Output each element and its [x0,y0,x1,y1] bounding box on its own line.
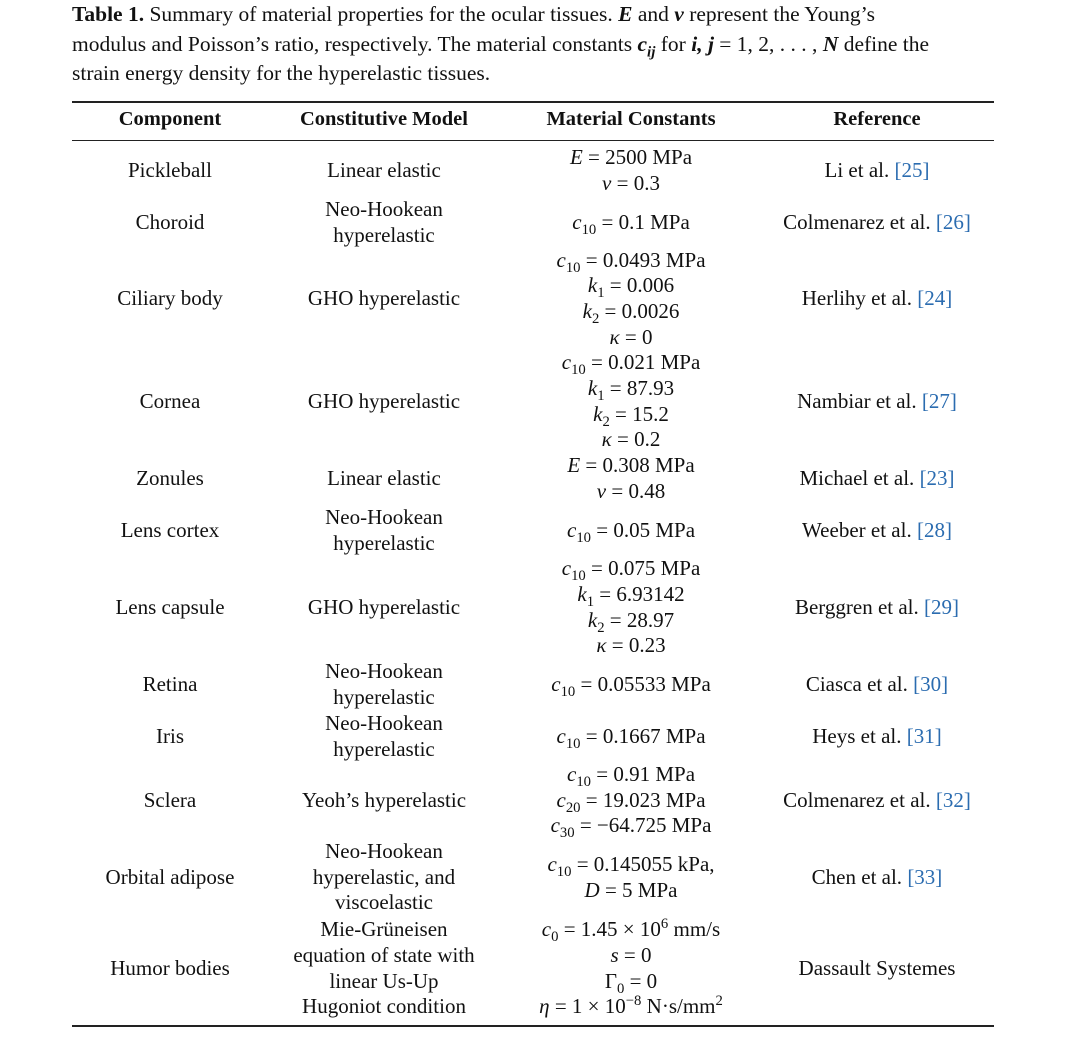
caption-line-3: strain energy density for the hyperelastic tissues. [72,61,491,85]
reference-author: Michael et al. [799,466,920,491]
reference-citation-link[interactable]: [30] [913,672,949,697]
cell-constitutive-model [270,762,498,839]
reference-author: Chen et al. [811,864,908,889]
cell-component [72,350,268,453]
cell-constitutive-model-line: Neo-Hookean [325,659,443,684]
reference-citation-link[interactable]: [28] [916,517,952,542]
reference-citation-link[interactable]: [26] [935,209,971,234]
cell-constitutive-model [270,839,498,916]
cell-component [72,659,268,711]
reference-citation-link[interactable]: [25] [894,158,930,183]
caption-line-1: Table 1. Summary of material properties for the ocular tissues. E and v represent the Young’s [72,2,875,26]
cell-constitutive-model-line: hyperelastic [333,222,435,247]
cell-material-constants [500,453,762,505]
header-material-constants: Material Constants [546,108,716,130]
cell-material-constants-line: κ = 0.23 [596,633,666,658]
reference-citation-link[interactable]: [24] [917,286,953,311]
cell-constitutive-model-line: Yeoh’s hyperelastic [301,787,467,812]
cell-reference [760,659,994,711]
cell-constitutive-model-line: GHO hyperelastic [307,594,461,619]
cell-constitutive-model-line: Neo-Hookean [325,504,443,529]
cell-material-constants-line: $c_{10} = 0.05533$ MPa [551,672,711,701]
cell-constitutive-model [270,145,498,197]
cell-material-constants [500,761,762,842]
reference-citation-link[interactable]: [32] [935,787,971,812]
cell-constitutive-model [270,659,498,711]
cell-material-constants-line: E = 0.308 MPa [567,453,695,478]
cell-component [72,248,268,350]
cell-constitutive-model-line: Neo-Hookean [325,196,443,221]
cell-material-constants-line: $c_{10} = 0.145055$ kPa, [547,851,715,880]
cell-material-constants-line: E = 2500 MPa [569,145,693,170]
cell-constitutive-model-line: viscoelastic [335,890,433,915]
cell-constitutive-model-line: hyperelastic, and [312,864,456,889]
cell-constitutive-model [270,197,498,248]
reference-author: Heys et al. [812,723,907,748]
table-top-rule [72,101,994,103]
cell-reference [760,145,994,197]
table-label: Table 1. [72,2,145,26]
reference-author: Colmenarez et al. [783,787,936,812]
cell-component-line: Pickleball [128,158,212,183]
cell-constitutive-model-line: GHO hyperelastic [307,286,461,311]
cell-material-constants-line: $k_1 = 6.93142$ [577,581,685,610]
cell-material-constants-line: $c_{20} = 19.023$ MPa [556,787,706,816]
cell-component [72,916,268,1021]
header-constitutive-model: Constitutive Model [300,108,468,130]
cell-component-line: Zonules [136,466,204,491]
cell-reference [760,453,994,505]
cell-reference [760,916,994,1021]
cell-material-constants-line: $k_2 = 28.97$ [587,607,675,636]
reference-citation-link[interactable]: [23] [919,466,955,491]
cell-component [72,145,268,197]
cell-constitutive-model-line: hyperelastic [333,736,435,761]
cell-component-line: Orbital adipose [105,864,235,889]
cell-material-constants-line: $c_{10} = 0.021$ MPa [561,350,701,379]
cell-reference [760,839,994,916]
cell-material-constants-line: $\Gamma_0 = 0$ [604,968,658,997]
cell-reference [760,350,994,453]
cell-constitutive-model [270,505,498,556]
cell-constitutive-model [270,453,498,505]
cell-component-line: Ciliary body [117,286,223,311]
cell-material-constants [500,916,762,1021]
cell-constitutive-model-line: Linear elastic [327,158,441,183]
cell-material-constants-line: $c_{10} = 0.1667$ MPa [556,723,706,752]
cell-material-constants-line: κ = 0 [609,324,653,349]
reference-citation-link[interactable]: [29] [924,594,960,619]
cell-reference [760,505,994,556]
cell-component-line: Choroid [135,209,205,234]
cell-component-line: Sclera [143,787,197,812]
cell-material-constants [500,145,762,197]
reference-citation-link[interactable]: [27] [921,388,957,413]
cell-material-constants-line: $c_{10} = 0.91$ MPa [566,761,696,791]
cell-reference [760,762,994,839]
cell-constitutive-model-line: hyperelastic [333,530,435,555]
cell-constitutive-model-line: Linear elastic [327,466,441,491]
cell-material-constants-line: $c_{10} = 0.1$ MPa [572,209,690,238]
reference-author: Herlihy et al. [801,286,918,311]
cell-component [72,762,268,839]
table-header-rule [72,140,994,141]
cell-component [72,711,268,762]
reference-citation-link[interactable]: [31] [906,723,942,748]
cell-material-constants-line: ν = 0.48 [596,479,666,503]
reference-author: Colmenarez et al. [783,209,936,234]
reference-author: Dassault Systemes [798,955,956,980]
reference-author: Li et al. [824,158,895,183]
cell-component [72,839,268,916]
cell-component-line: Lens cortex [120,517,220,542]
cell-material-constants-line: $k_2 = 0.0026$ [582,299,680,328]
cell-constitutive-model-line: Hugoniot condition [302,994,466,1019]
cell-material-constants-line: $k_1 = 0.006$ [587,273,675,302]
cell-constitutive-model-line: hyperelastic [333,685,435,709]
cell-material-constants [500,659,762,711]
reference-author: Nambiar et al. [797,388,922,413]
cell-component-line: Cornea [139,388,201,413]
cell-constitutive-model [270,350,498,453]
reference-author: Berggren et al. [794,594,925,619]
cell-material-constants-line: $c_{10} = 0.05$ MPa [566,517,696,546]
cell-constitutive-model-line: Neo-Hookean [325,710,443,735]
header-reference: Reference [833,108,921,130]
cell-constitutive-model-line: Mie-Grüneisen [320,917,448,942]
cell-constitutive-model-line: Neo-Hookean [325,838,443,863]
cell-constitutive-model-line: GHO hyperelastic [307,388,461,413]
cell-constitutive-model-line: equation of state with [293,942,475,967]
cell-constitutive-model [270,556,498,659]
cell-material-constants [500,350,762,453]
reference-author: Ciasca et al. [805,672,914,697]
cell-component-line: Lens capsule [115,594,225,619]
cell-reference [760,248,994,350]
cell-material-constants [500,556,762,659]
cell-material-constants [500,197,762,248]
cell-material-constants [500,839,762,916]
cell-reference [760,711,994,762]
cell-component [72,197,268,248]
cell-component [72,505,268,556]
cell-material-constants [500,711,762,762]
cell-material-constants [500,505,762,556]
cell-material-constants-line: ν = 0.3 [602,171,660,195]
cell-material-constants-line: $\eta = 1 \times 10^{-8}$ $N\cdot s/mm^2$ [539,993,723,1019]
reference-citation-link[interactable]: [33] [907,864,943,889]
cell-component-line: Iris [156,723,184,748]
cell-constitutive-model [270,711,498,762]
cell-material-constants-line: κ = 0.2 [601,427,661,452]
cell-material-constants-line: s = 0 [610,942,652,967]
cell-material-constants-line: $c_{30} = -64.725$ MPa [550,813,712,842]
cell-reference [760,197,994,248]
cell-material-constants-line: $c_{10} = 0.075$ MPa [561,556,701,585]
cell-material-constants [500,248,762,350]
cell-material-constants-line: $k_1 = 87.93$ [587,375,675,404]
cell-component [72,453,268,505]
cell-component-line: Humor bodies [110,955,230,980]
cell-material-constants-line: $c_0 = 1.45 \times 10^6$ mm/s [541,916,721,946]
cell-material-constants-line: $c_{10} = 0.0493$ MPa [556,247,706,276]
cell-constitutive-model [270,916,498,1021]
table-caption [72,0,1012,89]
cell-constitutive-model-line: linear Us-Up [329,968,439,993]
cell-constitutive-model [270,248,498,350]
reference-author: Weeber et al. [802,517,917,542]
cell-material-constants-line: D = 5 MPa [584,877,678,902]
cell-component-line: Retina [142,672,198,697]
cell-reference [760,556,994,659]
table-bottom-rule [72,1025,994,1027]
cell-component [72,556,268,659]
cell-material-constants-line: $k_2 = 15.2$ [593,401,669,430]
header-component: Component [118,108,222,130]
caption-line-2: modulus and Poisson’s ratio, respectively. The material constants $c_{ij}$ for i, j = 1, 2, . . . , N define the [72,31,930,60]
